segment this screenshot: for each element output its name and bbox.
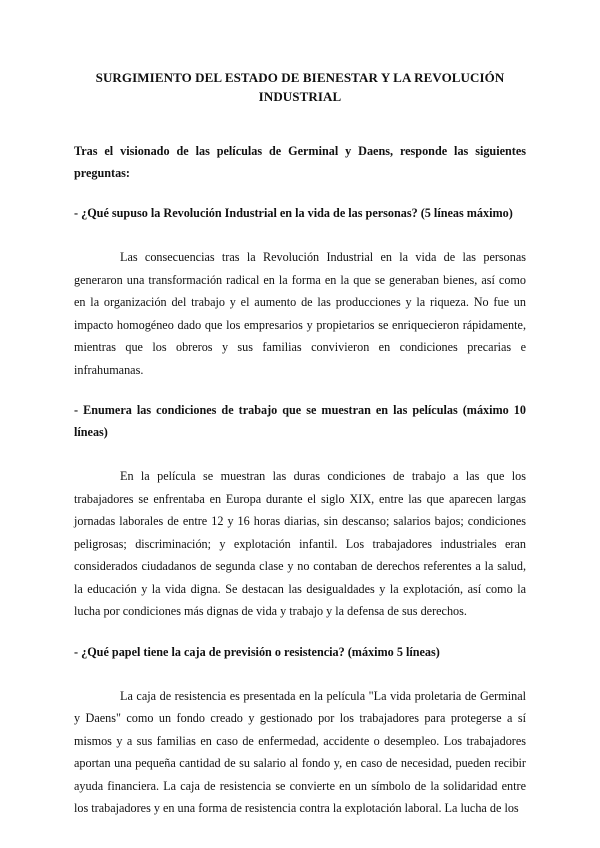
section-3: [74, 641, 526, 820]
answer-1: Las consecuencias tras la Revolución Industrial en la vida de las personas generaron una transformación radical en la forma en la que se generaban bienes, así como en la organización del trabajo y el aumento de las producciones y la riqueza. No fue un impacto homogéneo dado que los empresarios y propietarios se enriquecieron rápidamente, mientras que los obreros y sus familias convivieron en condiciones precarias e infrahumanas.: [74, 250, 526, 377]
question-3: - ¿Qué papel tiene la caja de previsión o resistencia? (máximo 5 líneas): [74, 644, 440, 659]
answer-3: La caja de resistencia es presentada en la película "La vida proletaria de Germinal y Daens" como un fondo creado y gestionado por los trabajadores para protegerse a sí mismos y a sus familias en caso de enfermedad, accidente o desempleo. Los trabajadores aportan una pequeña cantidad de su salario al fondo y, en caso de necesidad, pueden recibir ayuda financiera. La caja de resistencia se convierte en un símbolo de la solidaridad entre los trabajadores y en una forma de resistencia contra la explotación laboral. La lucha de los: [74, 688, 526, 815]
question-1: - ¿Qué supuso la Revolución Industrial en la vida de las personas? (5 líneas máximo): [74, 206, 513, 220]
section-2: [74, 399, 526, 623]
question-2: - Enumera las condiciones de trabajo que se muestran en las películas (máximo 10 líneas): [74, 403, 526, 439]
section-1: [74, 202, 526, 381]
answer-2: En la película se muestran las duras condiciones de trabajo a las que los trabajadores se enfrentaba en Europa durante el siglo XIX, entre las que aparecen largas jornadas laborales de entre 12 y 16 horas diarias, sin descanso; salarios bajos; condiciones peligrosas; discriminación; y explotación infantil. Los trabajadores industriales eran considerados ciudadanos de segunda clase y no contaban de derechos referentes a la salud, la educación y la vida digna. Se destacan las desigualdades y la explotación, así como la lucha por condiciones más dignas de vida y trabajo y la defensa de sus derechos.: [74, 469, 526, 618]
intro-instructions: Tras el visionado de las películas de Germinal y Daens, responde las siguientes preguntas:: [74, 144, 526, 180]
document-title: SURGIMIENTO DEL ESTADO DE BIENESTAR Y LA REVOLUCIÓN INDUSTRIAL: [95, 70, 505, 104]
